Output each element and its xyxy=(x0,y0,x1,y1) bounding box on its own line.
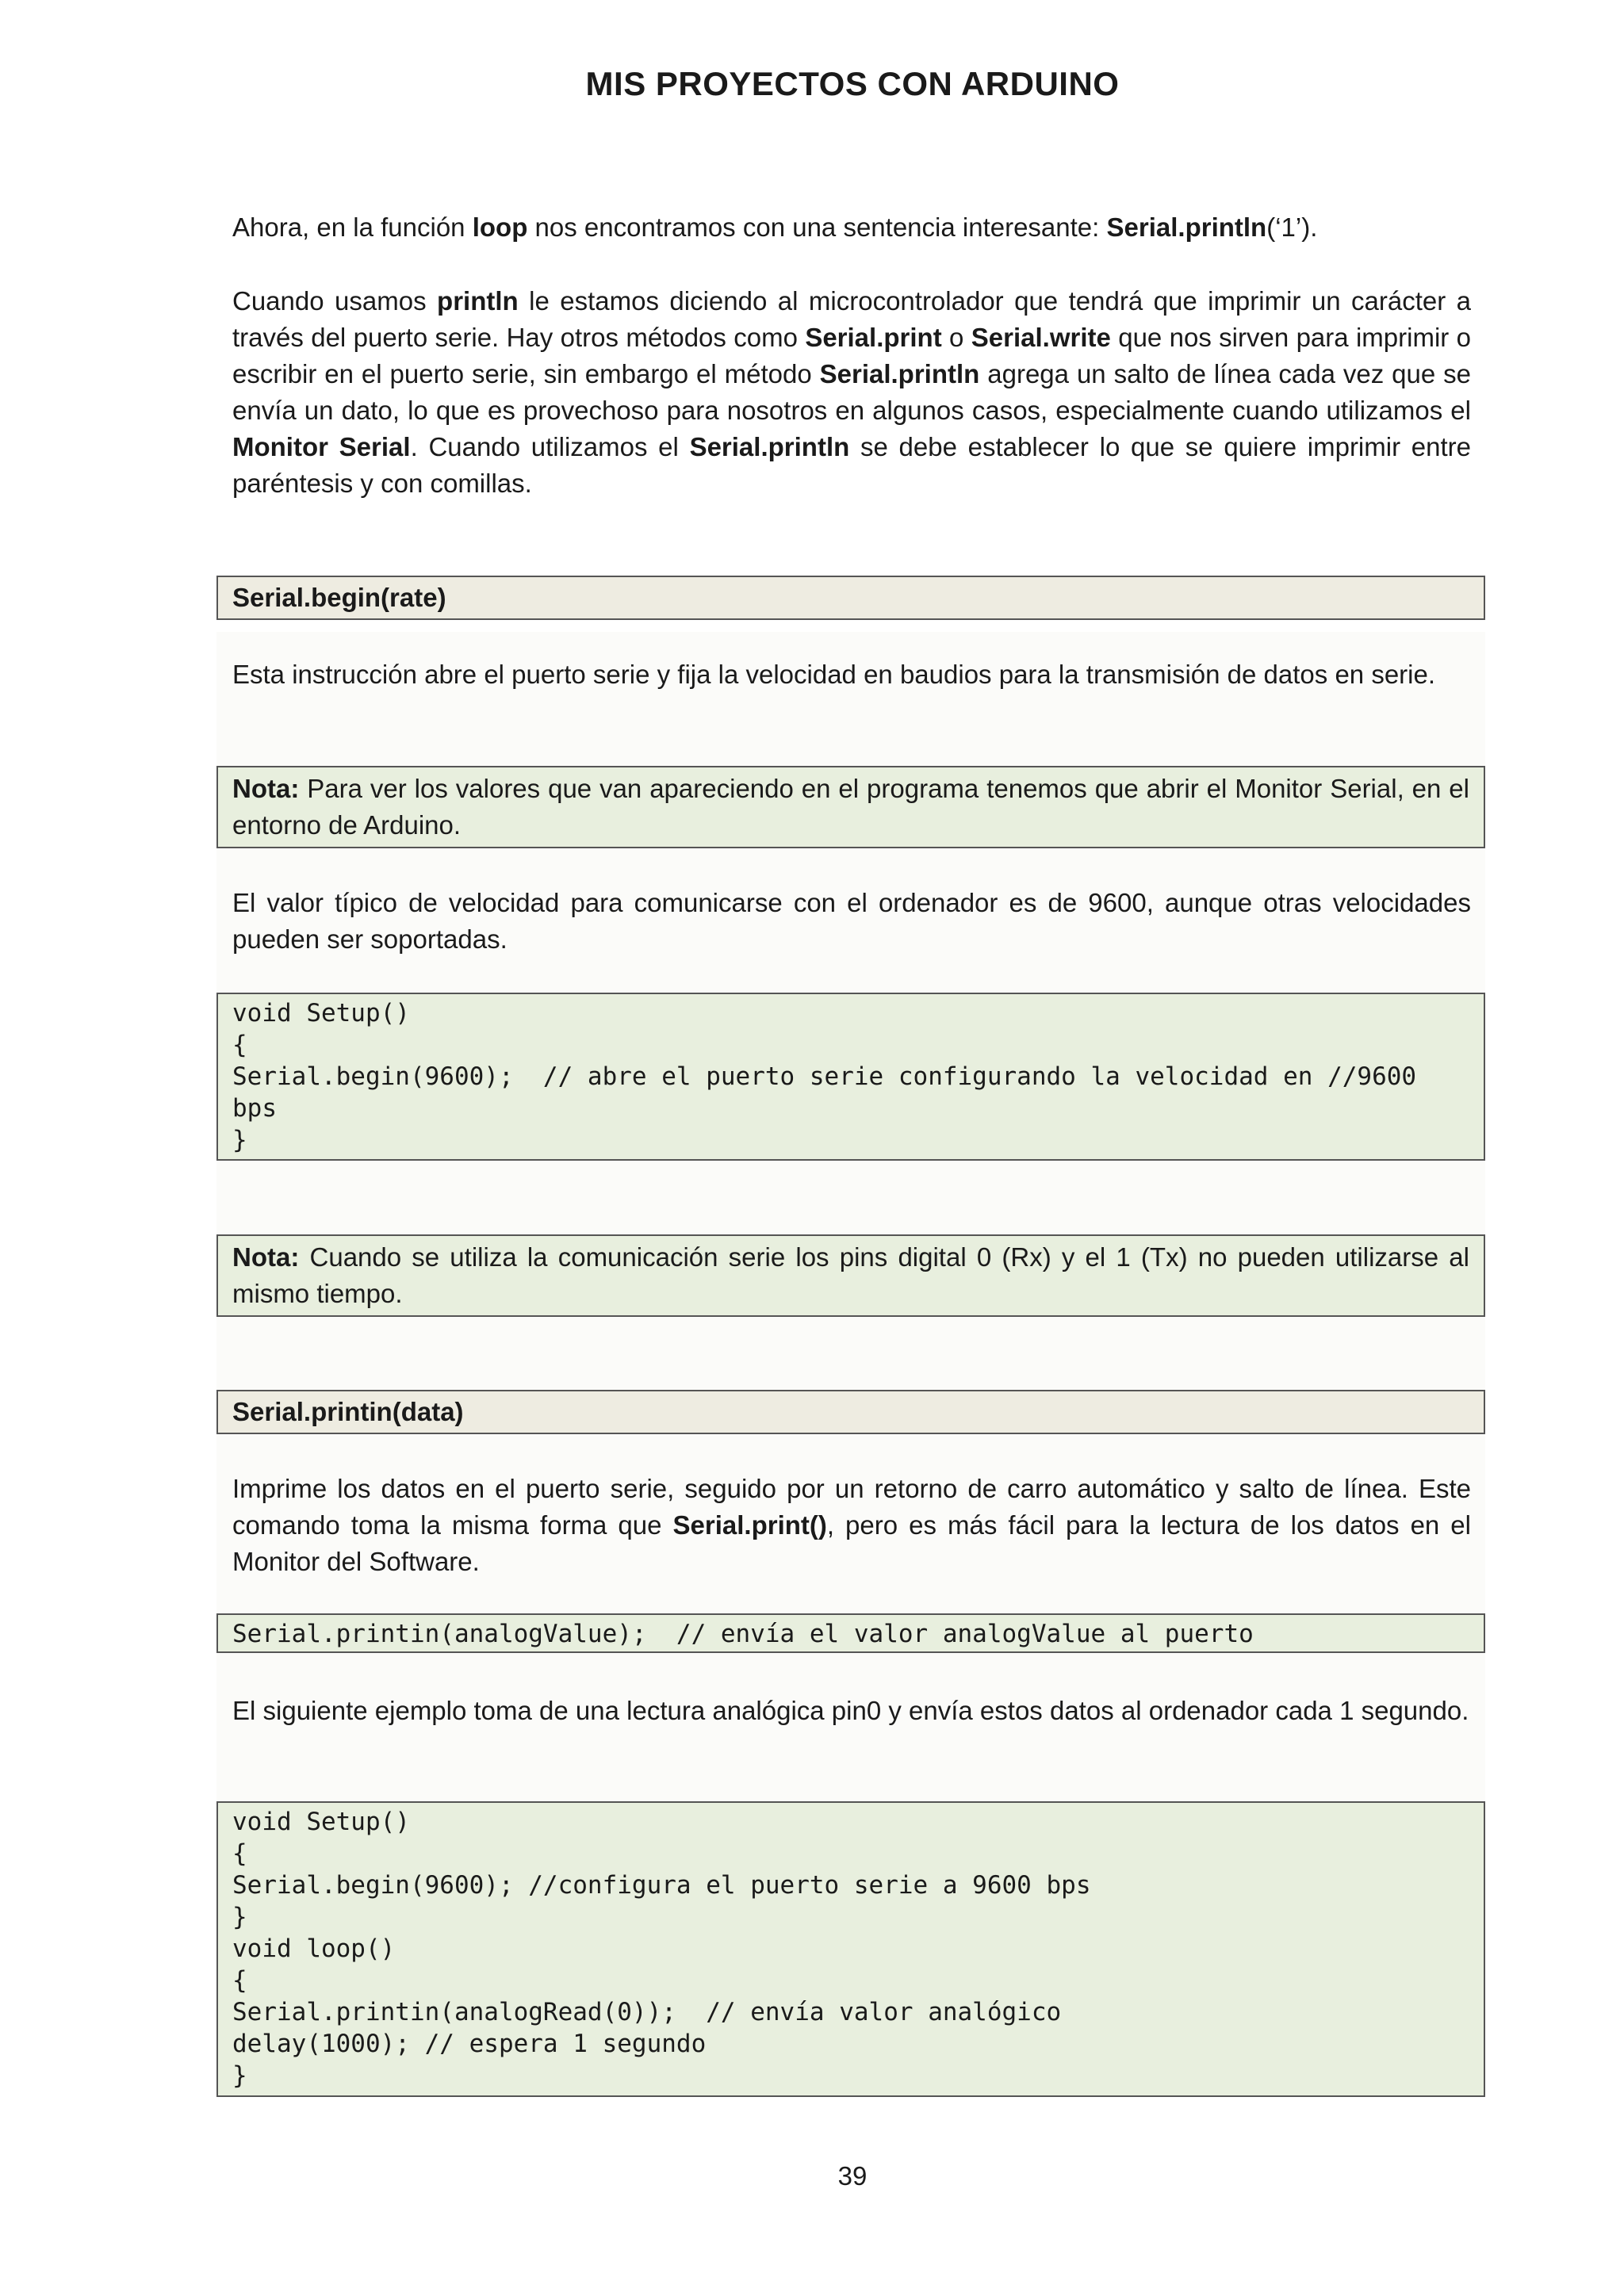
page-number: 39 xyxy=(837,2161,868,2191)
note-text: Para ver los valores que van apareciendo en el programa tenemos que abrir el Monitor Serial, en el entorno de Arduino. xyxy=(232,774,1469,840)
text-run: (‘1’). xyxy=(1266,212,1318,242)
bold-term: Serial.println xyxy=(819,359,980,388)
text-run: agrega un salto de línea cada vez que se envía un dato, lo que es provechoso para nosotros en algunos casos, especialmente cuando utilizamos el xyxy=(232,359,1471,425)
note-pins xyxy=(216,1234,1485,1317)
serial-printin-description xyxy=(232,1471,1471,1580)
text-run: le estamos diciendo al microcontrolador que tendrá que imprimir un carácter a través del puerto serie. Hay otros métodos como xyxy=(232,286,1471,352)
page-title: MIS PROYECTOS CON ARDUINO xyxy=(585,65,1120,102)
serial-begin-code-block: void Setup() { Serial.begin(9600); // abre el puerto serie configurando la velocidad en //9600 bps } xyxy=(216,993,1485,1161)
bold-term: Serial.print xyxy=(805,323,942,352)
text-run: , pero es más fácil para la lectura de los datos en el Monitor del Software. xyxy=(232,1510,1471,1576)
text-run: o xyxy=(941,323,971,352)
text-run: Cuando usamos xyxy=(232,286,438,316)
note-text: Cuando se utiliza la comunicación serie los pins digital 0 (Rx) y el 1 (Tx) no pueden utilizarse al mismo tiempo. xyxy=(232,1242,1469,1308)
text-run: se debe establecer lo que se quiere imprimir entre paréntesis y con comillas. xyxy=(232,432,1471,498)
bold-term: loop xyxy=(472,212,528,242)
text-run: nos encontramos con una sentencia interesante: xyxy=(527,212,1107,242)
bold-term: Serial.write xyxy=(971,323,1111,352)
bold-term: println xyxy=(437,286,519,316)
text-run: . Cuando utilizamos el xyxy=(410,432,690,461)
bold-term: Serial.print() xyxy=(672,1510,827,1540)
bold-term: Serial.println xyxy=(689,432,850,461)
example-code-block: void Setup() { Serial.begin(9600); //configura el puerto serie a 9600 bps } void loop() { Serial.printin(analogRead(0)); // envía valor analógico delay(1000); // espera 1 segundo } xyxy=(216,1801,1485,2097)
text-run: que nos sirven para imprimir o escribir en el puerto serie, sin embargo el método xyxy=(232,323,1471,388)
bold-term: Monitor Serial xyxy=(232,432,411,461)
bold-term: Serial.println xyxy=(1106,212,1267,242)
text-run: Ahora, en la función xyxy=(232,212,473,242)
intro-paragraph-1 xyxy=(232,209,1471,246)
note-label: Nota: xyxy=(232,774,300,803)
example-description: El siguiente ejemplo toma de una lectura analógica pin0 y envía estos datos al ordenador cada 1 segundo. xyxy=(232,1696,1469,1725)
note-monitor-serial xyxy=(216,766,1485,848)
serial-printin-heading: Serial.printin(data) xyxy=(216,1390,1485,1434)
text-run: Imprime los datos en el puerto serie, seguido por un retorno de carro automático y salto de línea. Este comando toma la misma forma que xyxy=(232,1474,1471,1540)
note-label: Nota: xyxy=(232,1242,300,1272)
typical-speed-paragraph: El valor típico de velocidad para comunicarse con el ordenador es de 9600, aunque otras velocidades pueden ser soportadas. xyxy=(232,888,1471,954)
serial-printin-code-line: Serial.printin(analogValue); // envía el valor analogValue al puerto xyxy=(216,1613,1485,1653)
serial-begin-description: Esta instrucción abre el puerto serie y fija la velocidad en baudios para la transmisión de datos en serie. xyxy=(232,660,1436,689)
serial-begin-heading: Serial.begin(rate) xyxy=(216,576,1485,620)
intro-paragraph-2 xyxy=(232,283,1471,502)
